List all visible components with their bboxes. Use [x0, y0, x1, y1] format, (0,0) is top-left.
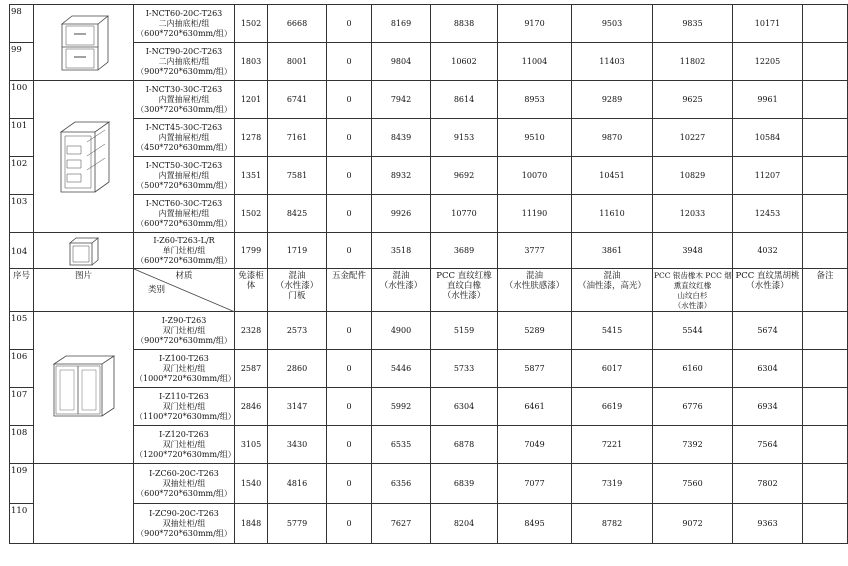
cell: 0	[327, 504, 372, 544]
cell: 9835	[653, 5, 733, 43]
cell	[803, 426, 848, 464]
cell: 1502	[235, 5, 268, 43]
cell: 1351	[235, 157, 268, 195]
cell: 0	[327, 195, 372, 233]
item-description: I-NCT45-30C-T263 内置抽屉柜/组 （450*720*630mm/组）	[134, 119, 235, 157]
cell: 2860	[268, 350, 327, 388]
cell	[803, 504, 848, 544]
table-row	[10, 195, 848, 233]
cell: 6017	[572, 350, 653, 388]
cell: 12033	[653, 195, 733, 233]
cell: 8425	[268, 195, 327, 233]
cell: 0	[327, 157, 372, 195]
header-col-5: PCC 直纹红橡 直纹白橡 （水性漆）	[431, 269, 498, 312]
cell: 7627	[372, 504, 431, 544]
row-number: 101	[10, 119, 34, 157]
cell: 3777	[498, 233, 572, 269]
cell: 7560	[653, 464, 733, 504]
stove-cabinet-icon	[64, 235, 104, 267]
cell: 3430	[268, 426, 327, 464]
row-number: 102	[10, 157, 34, 195]
header-material: 材质	[175, 271, 193, 281]
header-image: 图片	[34, 269, 134, 312]
row-number: 109	[10, 464, 34, 504]
cell: 4032	[733, 233, 803, 269]
table-row	[10, 426, 848, 464]
cell: 2573	[268, 312, 327, 350]
row-number: 104	[10, 233, 34, 269]
cell: 9625	[653, 81, 733, 119]
header-col-8: PCC 银齿橡木 PCC 烟 熏直纹红橡 山纹白杉 （水性漆）	[653, 269, 733, 312]
header-no: 序号	[10, 269, 34, 312]
cell: 6356	[372, 464, 431, 504]
header-category: 类别	[148, 285, 166, 295]
cell: 10070	[498, 157, 572, 195]
cell: 5159	[431, 312, 498, 350]
header-col-1: 免漆柜 体	[235, 269, 268, 312]
table-row	[10, 119, 848, 157]
cell: 6160	[653, 350, 733, 388]
header-row	[10, 269, 848, 312]
row-number: 100	[10, 81, 34, 119]
cell: 10829	[653, 157, 733, 195]
cell: 6934	[733, 388, 803, 426]
cell: 3689	[431, 233, 498, 269]
cell: 3948	[653, 233, 733, 269]
header-col-7: 混油 （油性漆，高光）	[572, 269, 653, 312]
cell: 3861	[572, 233, 653, 269]
cell: 7161	[268, 119, 327, 157]
cell: 8169	[372, 5, 431, 43]
row-number: 108	[10, 426, 34, 464]
cell	[803, 388, 848, 426]
cell: 9510	[498, 119, 572, 157]
cell: 5779	[268, 504, 327, 544]
cell: 1201	[235, 81, 268, 119]
cell: 10451	[572, 157, 653, 195]
cell: 10770	[431, 195, 498, 233]
table-row	[10, 504, 848, 544]
cell: 5992	[372, 388, 431, 426]
cell: 8495	[498, 504, 572, 544]
item-description: I-NCT30-30C-T263 内置抽屉柜/组 （300*720*630mm/组）	[134, 81, 235, 119]
cell: 6668	[268, 5, 327, 43]
product-image	[34, 233, 134, 269]
cell	[803, 312, 848, 350]
cell: 9072	[653, 504, 733, 544]
cell: 1719	[268, 233, 327, 269]
cell	[803, 464, 848, 504]
row-number: 106	[10, 350, 34, 388]
cell: 8838	[431, 5, 498, 43]
cell: 6304	[431, 388, 498, 426]
cell: 9692	[431, 157, 498, 195]
cell: 5289	[498, 312, 572, 350]
cell: 6461	[498, 388, 572, 426]
cell: 1803	[235, 43, 268, 81]
cell: 5674	[733, 312, 803, 350]
cell: 0	[327, 233, 372, 269]
cell: 10171	[733, 5, 803, 43]
cell: 9170	[498, 5, 572, 43]
cell: 7077	[498, 464, 572, 504]
cell: 8614	[431, 81, 498, 119]
cell	[803, 157, 848, 195]
cell: 0	[327, 464, 372, 504]
item-description: I-Z120-T263 双门灶柜/组 （1200*720*630mm/组）	[134, 426, 235, 464]
cell: 8001	[268, 43, 327, 81]
table-row	[10, 350, 848, 388]
diagonal-line	[134, 269, 235, 312]
header-col-4: 混油 （水性漆）	[372, 269, 431, 312]
cell: 5877	[498, 350, 572, 388]
cell: 9870	[572, 119, 653, 157]
cell: 6535	[372, 426, 431, 464]
cell: 9926	[372, 195, 431, 233]
cell: 2587	[235, 350, 268, 388]
row-number: 110	[10, 504, 34, 544]
table-row	[10, 157, 848, 195]
cell: 1848	[235, 504, 268, 544]
row-number: 105	[10, 312, 34, 350]
cell	[803, 195, 848, 233]
cell: 7942	[372, 81, 431, 119]
cell: 3518	[372, 233, 431, 269]
price-table	[9, 4, 848, 544]
cell: 6741	[268, 81, 327, 119]
cell: 6304	[733, 350, 803, 388]
cell: 0	[327, 81, 372, 119]
item-description: I-Z110-T263 双门灶柜/组 （1100*720*630mm/组）	[134, 388, 235, 426]
cell: 7392	[653, 426, 733, 464]
table-row	[10, 464, 848, 504]
cell: 7802	[733, 464, 803, 504]
cell: 12453	[733, 195, 803, 233]
header-col-6: 混油 （水性肤感漆）	[498, 269, 572, 312]
inner-drawer-cabinet-icon	[53, 116, 115, 198]
cell: 3105	[235, 426, 268, 464]
cell: 5544	[653, 312, 733, 350]
cell: 11190	[498, 195, 572, 233]
row-number: 99	[10, 43, 34, 81]
cell: 9363	[733, 504, 803, 544]
table-row	[10, 81, 848, 119]
cell: 5415	[572, 312, 653, 350]
cell: 9804	[372, 43, 431, 81]
row-number: 98	[10, 5, 34, 43]
cell: 5446	[372, 350, 431, 388]
product-image	[34, 5, 134, 81]
cell: 1540	[235, 464, 268, 504]
cell: 2846	[235, 388, 268, 426]
cell: 11004	[498, 43, 572, 81]
item-description: I-NCT60-30C-T263 内置抽屉柜/组 （600*720*630mm/组）	[134, 195, 235, 233]
item-description: I-ZC90-20C-T263 双抽灶柜/组 （900*720*630mm/组）	[134, 504, 235, 544]
table-row	[10, 43, 848, 81]
cell: 0	[327, 312, 372, 350]
cell: 0	[327, 426, 372, 464]
cell: 9503	[572, 5, 653, 43]
cell: 0	[327, 350, 372, 388]
product-image	[34, 312, 134, 464]
cell: 11403	[572, 43, 653, 81]
cell	[803, 233, 848, 269]
cell: 6619	[572, 388, 653, 426]
product-image-empty	[34, 464, 134, 544]
cell: 6878	[431, 426, 498, 464]
cell: 9961	[733, 81, 803, 119]
cell	[803, 43, 848, 81]
item-description: I-NCT50-30C-T263 内置抽屉柜/组 （500*720*630mm/组）	[134, 157, 235, 195]
cell: 0	[327, 119, 372, 157]
table-row	[10, 5, 848, 43]
cell: 1799	[235, 233, 268, 269]
cell: 7564	[733, 426, 803, 464]
table-row	[10, 312, 848, 350]
cell: 6776	[653, 388, 733, 426]
item-description: I-Z100-T263 双门灶柜/组 （1000*720*630mm/组）	[134, 350, 235, 388]
cell: 2328	[235, 312, 268, 350]
cell: 3147	[268, 388, 327, 426]
cell: 12205	[733, 43, 803, 81]
cell: 8953	[498, 81, 572, 119]
cell: 1278	[235, 119, 268, 157]
cell: 6839	[431, 464, 498, 504]
cell	[803, 5, 848, 43]
cell: 4816	[268, 464, 327, 504]
drawer-cabinet-icon	[54, 12, 114, 74]
item-description: I-NCT60-20C-T263 二内抽底柜/组 （600*720*630mm/组）	[134, 5, 235, 43]
cell	[803, 81, 848, 119]
cell: 7221	[572, 426, 653, 464]
cell: 7319	[572, 464, 653, 504]
cell: 11207	[733, 157, 803, 195]
diagonal-divider	[134, 269, 235, 312]
item-description: I-Z90-T263 双门灶柜/组 （900*720*630mm/组）	[134, 312, 235, 350]
header-col-2: 混油 （水性漆） 门板	[268, 269, 327, 312]
product-image	[34, 81, 134, 233]
cell: 10227	[653, 119, 733, 157]
cell: 8439	[372, 119, 431, 157]
cell: 7581	[268, 157, 327, 195]
cell: 11802	[653, 43, 733, 81]
cell: 0	[327, 43, 372, 81]
item-description: I-Z60-T263-L/R 单门灶柜/组 （600*720*630mm/组）	[134, 233, 235, 269]
cell: 8204	[431, 504, 498, 544]
item-description: I-NCT90-20C-T263 二内抽底柜/组 （900*720*630mm/组）	[134, 43, 235, 81]
cell: 0	[327, 388, 372, 426]
cell: 9289	[572, 81, 653, 119]
double-door-cabinet-icon	[46, 350, 122, 426]
row-number: 103	[10, 195, 34, 233]
cell	[803, 350, 848, 388]
cell: 1502	[235, 195, 268, 233]
row-number: 107	[10, 388, 34, 426]
cell: 11610	[572, 195, 653, 233]
header-col-10: 备注	[803, 269, 848, 312]
cell: 10584	[733, 119, 803, 157]
header-col-9: PCC 直纹黑胡桃 （水性漆）	[733, 269, 803, 312]
table-row	[10, 388, 848, 426]
cell: 4900	[372, 312, 431, 350]
cell: 5733	[431, 350, 498, 388]
header-col-3: 五金配件	[327, 269, 372, 312]
item-description: I-ZC60-20C-T263 双抽灶柜/组 （600*720*630mm/组）	[134, 464, 235, 504]
table-row	[10, 233, 848, 269]
cell: 10602	[431, 43, 498, 81]
cell: 8932	[372, 157, 431, 195]
cell: 8782	[572, 504, 653, 544]
cell: 7049	[498, 426, 572, 464]
cell	[803, 119, 848, 157]
cell: 9153	[431, 119, 498, 157]
header-material-category	[134, 269, 235, 312]
cell: 0	[327, 5, 372, 43]
